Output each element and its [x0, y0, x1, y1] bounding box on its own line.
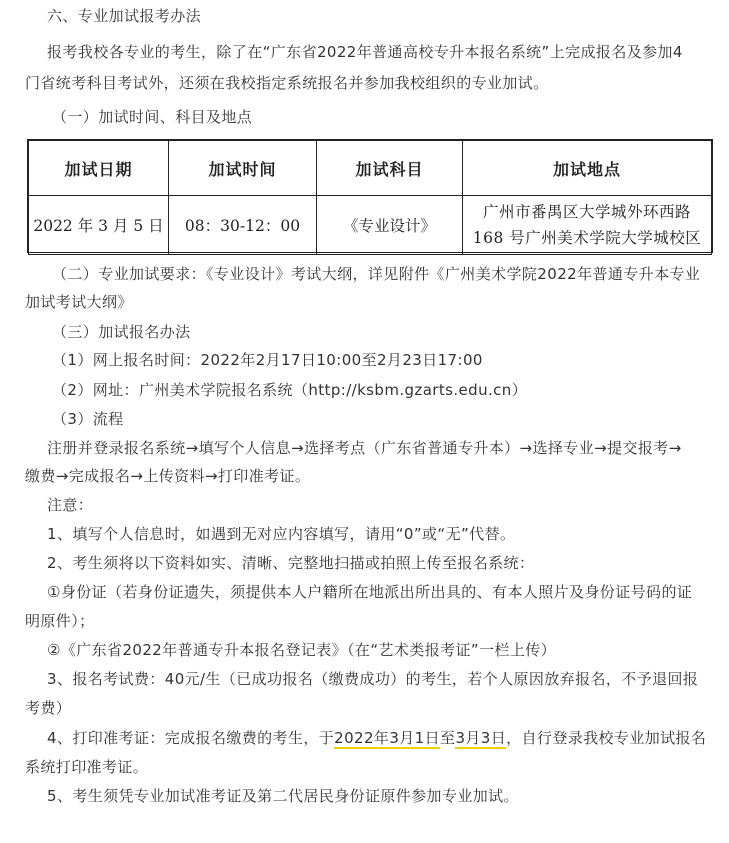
- header-location: 加试地点: [463, 141, 712, 196]
- subsection-2-line-1: （二）专业加试要求：《专业设计》考试大纲，详见附件《广州美术学院2022年普通专升本专业: [52, 265, 701, 283]
- subsection-3-title: （三）加试报名办法: [52, 323, 191, 341]
- highlight-start-date: 2022年3月1日: [334, 729, 441, 747]
- note-2a-line-2: 明原件）；: [25, 612, 95, 630]
- note-2b: ②《广东省2022年普通专升本报名登记表》（在“艺术类报考证”一栏上传）: [47, 641, 557, 659]
- header-time: 加试时间: [169, 141, 317, 196]
- note-4-line-2: 系统打印准考证。: [25, 758, 149, 776]
- subsection-2-line-2: 加试考试大纲》: [25, 293, 133, 311]
- location-line-2: 168 号广州美术学院大学城校区: [472, 229, 702, 247]
- note-title: 注意：: [47, 496, 94, 514]
- cell-time: 08：30-12：00: [169, 196, 317, 255]
- note-4-line-1: [47, 728, 706, 748]
- header-subject: 加试科目: [317, 141, 463, 196]
- cell-subject: 《专业设计》: [317, 196, 463, 255]
- note-2: 2、考生须将以下资料如实、清晰、完整地扫描或拍照上传至报名系统：: [47, 554, 535, 572]
- item-registration-time: （1）网上报名时间：2022年2月17日10:00至2月23日17:00: [52, 351, 483, 369]
- flow-line-2: 缴费→完成报名→上传资料→打印准考证。: [25, 467, 311, 485]
- note-2a-line-1: ①身份证（若身份证遗失，须提供本人户籍所在地派出所出具的、有本人照片及身份证号码的证: [47, 583, 693, 601]
- location-line-1: 广州市番禺区大学城外环西路: [482, 203, 691, 221]
- note-3-line-2: 考费）: [25, 699, 72, 717]
- note-1: 1、填写个人信息时，如遇到无对应内容填写，请用“0”或“无”代替。: [47, 525, 516, 543]
- table-header-row: [29, 141, 712, 196]
- intro-line-2: 门省统考科目考试外，还须在我校指定系统报名并参加我校组织的专业加试。: [25, 74, 549, 92]
- intro-line-1: 报考我校各专业的考生，除了在“广东省2022年普通高校专升本报名系统”上完成报名及参加4: [47, 43, 683, 61]
- note-3-line-1: 3、报名考试费：40元/生（已成功报名（缴费成功）的考生，若个人原因放弃报名，不予退回报: [47, 670, 699, 688]
- highlight-end-date: 3月3日: [455, 729, 507, 747]
- note-4-prefix: 4、打印准考证：完成报名缴费的考生，于: [47, 729, 335, 747]
- subsection-1-title: （一）加试时间、科目及地点: [52, 108, 253, 126]
- table-row: [29, 196, 712, 255]
- cell-location: [463, 196, 712, 255]
- header-date: 加试日期: [29, 141, 169, 196]
- flow-line-1: 注册并登录报名系统→填写个人信息→选择考点（广东省普通专升本）→选择专业→提交报考→: [47, 439, 682, 457]
- item-process: （3）流程: [52, 410, 124, 428]
- note-4-suffix: ，自行登录我校专业加试报名: [506, 729, 707, 747]
- section-title: 六、专业加试报考办法: [47, 7, 202, 25]
- cell-date: 2022 年 3 月 5 日: [29, 196, 169, 255]
- note-5: 5、考生须凭专业加试准考证及第二代居民身份证原件参加专业加试。: [47, 787, 519, 805]
- note-4-mid: 至: [440, 729, 456, 747]
- item-website: （2）网址：广州美术学院报名系统（http://ksbm.gzarts.edu.cn）: [52, 381, 528, 399]
- exam-schedule-table: [27, 139, 713, 253]
